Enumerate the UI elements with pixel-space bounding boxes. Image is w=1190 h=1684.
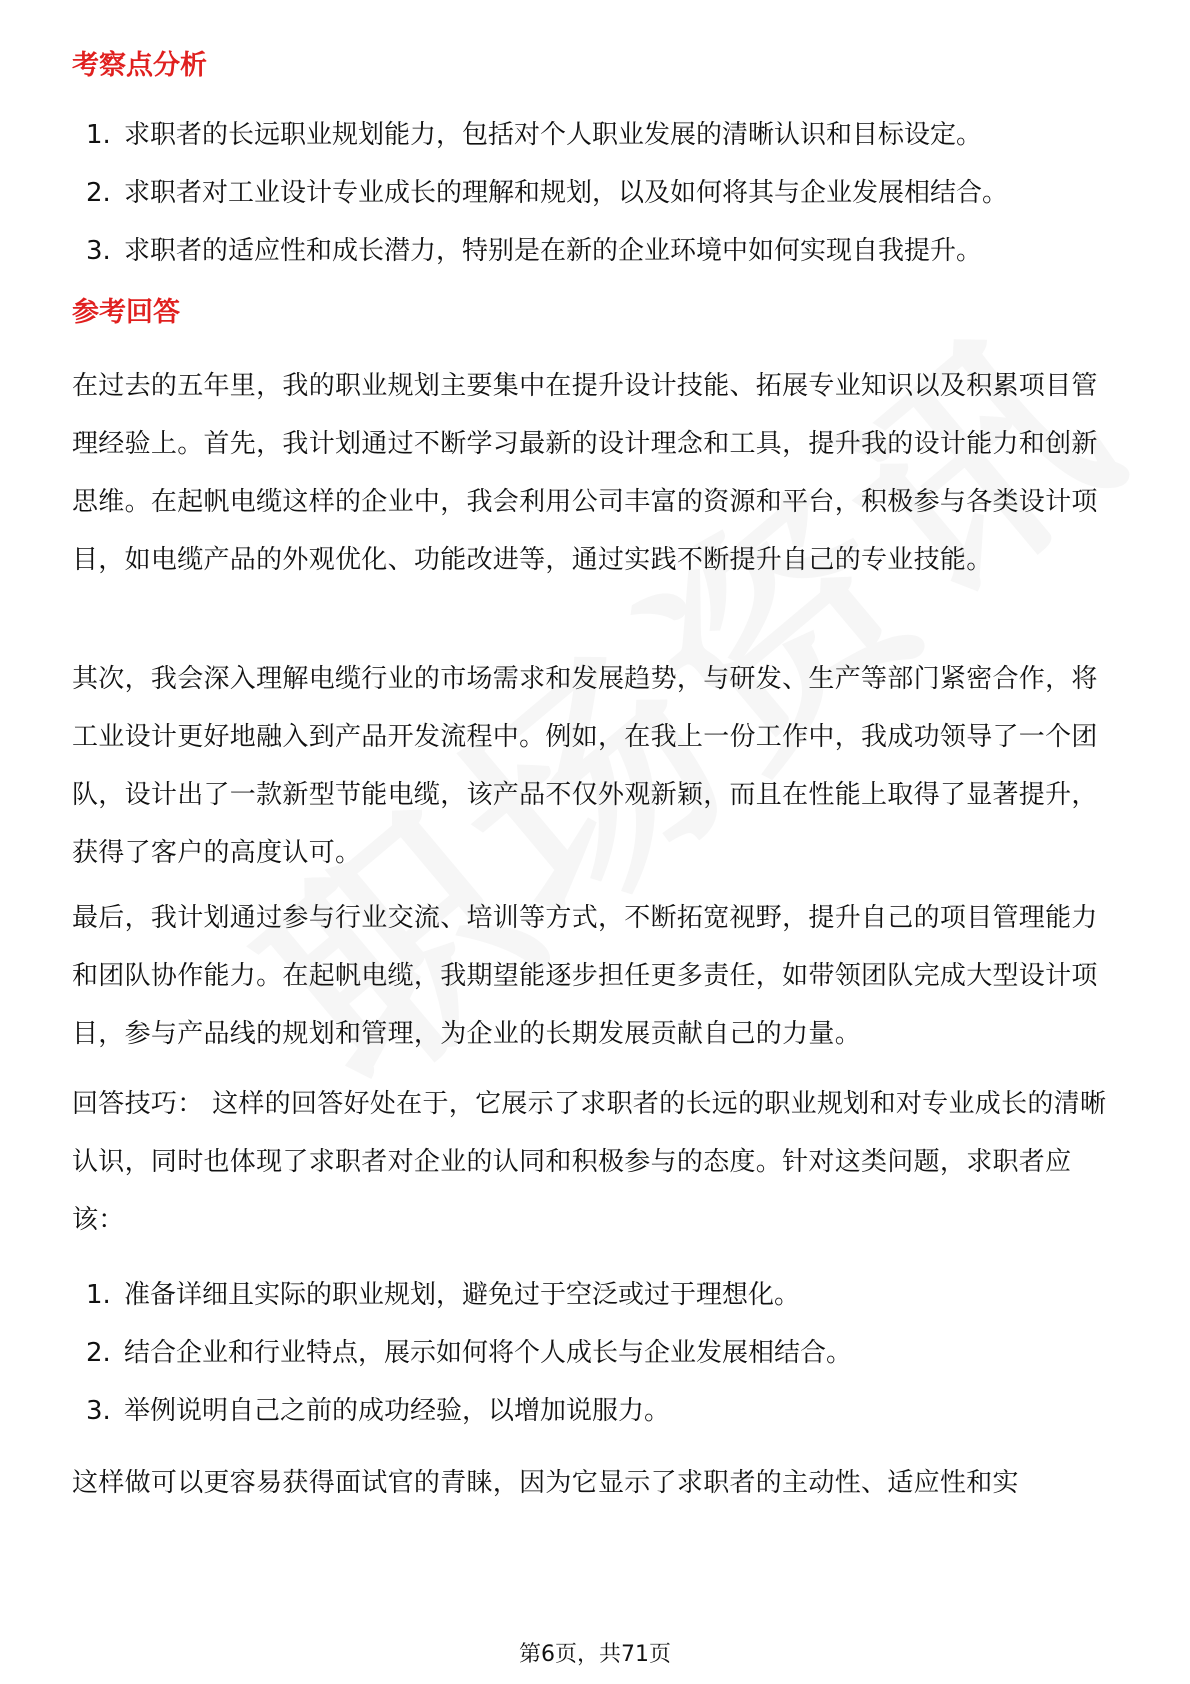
list-item bbox=[72, 1266, 1132, 1324]
list-number: 2. bbox=[86, 1338, 111, 1368]
answer-paragraph: 其次，我会深入理解电缆行业的市场需求和发展趋势，与研发、生产等部门紧密合作，将工业设计更好地融入到产品开发流程中。例如，在我上一份工作中，我成功领导了一个团队，设计出了一款新型节能电缆，该产品不仅外观新颖，而且在性能上取得了显著提升，获得了客户的高度认可。 bbox=[72, 664, 1098, 868]
list-number: 1. bbox=[86, 120, 111, 150]
list-item bbox=[72, 222, 1132, 280]
closing-paragraph: 这样做可以更容易获得面试官的青睐，因为它显示了求职者的主动性、适应性和实 bbox=[72, 1468, 1019, 1498]
answer-paragraph: 在过去的五年里，我的职业规划主要集中在提升设计技能、拓展专业知识以及积累项目管理经验上。首先，我计划通过不断学习最新的设计理念和工具，提升我的设计能力和创新思维。在起帆电缆这样的企业中，我会利用公司丰富的资源和平台，积极参与各类设计项目，如电缆产品的外观优化、功能改进等，通过实践不断提升自己的专业技能。 bbox=[72, 371, 1098, 575]
list-number: 1. bbox=[86, 1280, 111, 1310]
page-number: 第6页，共71页 bbox=[519, 1642, 671, 1667]
analysis-list bbox=[72, 106, 1132, 280]
list-number: 2. bbox=[86, 178, 111, 208]
answer-paragraph: 最后，我计划通过参与行业交流、培训等方式，不断拓宽视野，提升自己的项目管理能力和团队协作能力。在起帆电缆，我期望能逐步担任更多责任，如带领团队完成大型设计项目，参与产品线的规划和管理，为企业的长期发展贡献自己的力量。 bbox=[72, 903, 1098, 1049]
list-text: 求职者对工业设计专业成长的理解和规划，以及如何将其与企业发展相结合。 bbox=[124, 178, 1009, 208]
list-text: 举例说明自己之前的成功经验，以增加说服力。 bbox=[124, 1396, 671, 1426]
list-text: 求职者的长远职业规划能力，包括对个人职业发展的清晰认识和目标设定。 bbox=[124, 120, 983, 150]
list-number: 3. bbox=[86, 236, 111, 266]
answer-heading: 参考回答 bbox=[72, 297, 180, 328]
list-item bbox=[72, 164, 1132, 222]
list-item bbox=[72, 1382, 1132, 1440]
analysis-heading: 考察点分析 bbox=[72, 50, 207, 81]
tips-intro-paragraph: 回答技巧： 这样的回答好处在于，它展示了求职者的长远的职业规划和对专业成长的清晰认识，同时也体现了求职者对企业的认同和积极参与的态度。针对这类问题，求职者应该： bbox=[72, 1089, 1107, 1235]
list-item bbox=[72, 1324, 1132, 1382]
list-item bbox=[72, 106, 1132, 164]
list-text: 求职者的适应性和成长潜力，特别是在新的企业环境中如何实现自我提升。 bbox=[124, 236, 983, 266]
list-text: 准备详细且实际的职业规划，避免过于空泛或过于理想化。 bbox=[124, 1280, 801, 1310]
list-text: 结合企业和行业特点，展示如何将个人成长与企业发展相结合。 bbox=[124, 1338, 853, 1368]
list-number: 3. bbox=[86, 1396, 111, 1426]
tips-list bbox=[72, 1266, 1132, 1440]
